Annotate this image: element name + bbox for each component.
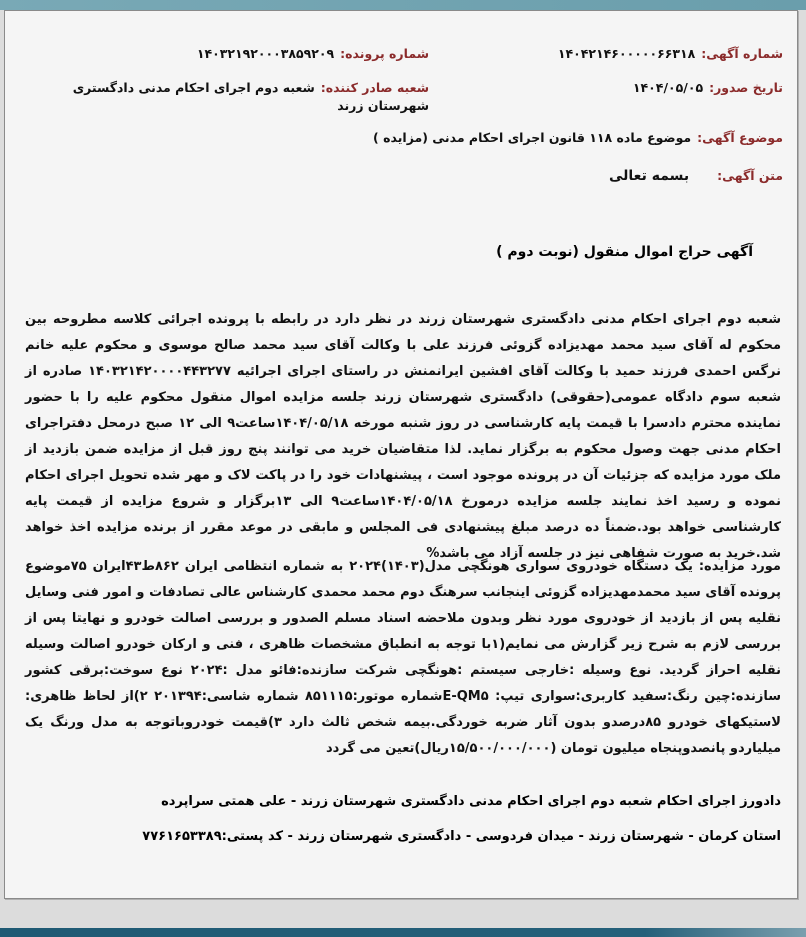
- ad-number-field: [445, 45, 783, 63]
- issue-date-field: [445, 79, 783, 97]
- text-label: متن آگهی:: [717, 168, 783, 183]
- issuer-value: شعبه دوم اجرای احکام مدنی دادگستری شهرستان زرند: [72, 80, 429, 113]
- subject-value: موضوع ماده ۱۱۸ قانون اجرای احکام مدنی (مزایده ): [373, 130, 692, 145]
- text-opening: بسمه تعالی: [609, 168, 690, 184]
- notice-paragraph-2: مورد مزایده: یک دستگاه خودروی سواری هونگچی مدل(۱۴۰۳)۲۰۲۴ به شماره انتظامی ایران ۸۶۲ط۴۳ایران ۷۵موضوع پرونده آقای سید محمدمهدیزاده گزوئی اینجانب سرهنگ دوم محمد محمدی کارشناس عالی تصادفات و امور فنی وسایل نقلیه پس از بازدید از خودروی مورد نظر وبدون ملاحضه اسناد مسلم الصدور و بررسی اصالت خودرو و نهایتا پس از بررسی لازم به شرح زیر گزارش می نمایم(۱با توجه به انطباق مشخصات ظاهری ، فنی و ارکان خودرو اصالت وسیله نقلیه احراز گردید. نوع وسیله :خارجی سیستم :هونگچی شرکت سازنده:فائو مدل :۲۰۲۴ نوع سوخت:برقی کشور سازنده:چین رنگ:سفید کاربری:سواری تیپ: E-QM۵شماره موتور:۸۵۱۱۱۵ شماره شاسی:۲۰۱۳۹۴ ۲)از لحاظ ظاهری: لاستیکهای خودرو ۸۵درصدو بدون آثار ضربه خوردگی.بیمه شخص ثالث دارد ۳)قیمت خودروباتوجه به مدل ورنگ یک میلیاردو پانصدوپنجاه میلیون تومان (۱۵/۵۰۰/۰۰۰/۰۰۰ریال)تعین می گردد: [25, 559, 782, 756]
- case-number-value: ۱۴۰۳۲۱۹۲۰۰۰۳۸۵۹۲۰۹: [196, 46, 335, 61]
- taskbar: [0, 928, 806, 937]
- ad-number-value: ۱۴۰۴۲۱۴۶۰۰۰۰۰۶۶۳۱۸: [557, 46, 696, 61]
- issue-date-label: تاریخ صدور:: [709, 80, 783, 95]
- text-field: [25, 167, 783, 185]
- notice-panel: [4, 10, 798, 899]
- subject-field: [25, 129, 783, 147]
- window-title-bar: [0, 0, 806, 10]
- ad-number-label: شماره آگهی:: [701, 46, 783, 61]
- signature-line: دادورز اجرای احکام شعبه دوم اجرای احکام مدنی دادگستری شهرستان زرند - علی همتی سراپرده: [161, 794, 781, 809]
- subject-label: موضوع آگهی:: [697, 130, 783, 145]
- notice-heading: آگهی حراج اموال منقول (نوبت دوم ): [496, 244, 753, 260]
- notice-paragraph-1: شعبه دوم اجرای احکام مدنی دادگستری شهرستان زرند در نظر دارد در رابطه با پرونده اجرائی کلاسه مطروحه بین محکوم له آقای سید محمد مهدیزاده گزوئی فرزند علی با وکالت آقای سید محمد صالح موسوی و محکوم علیه خانم نرگس احمدی فرزند حمید با وکالت آقای افشین ایرانمنش در راستای اجرای اجرائیه ۱۴۰۳۲۱۴۲۰۰۰۰۴۴۳۲۷۷ صادره از شعبه سوم دادگاه عمومی(حقوقی) دادگستری شهرستان زرند جلسه مزایده اموال منقول محکوم علیه را با حضور نماینده محترم دادسرا با قیمت پایه کارشناسی در روز شنبه مورخه ۱۴۰۴/۰۵/۱۸ساعت۹ الی ۱۲ صبح درمحل دفتراجرای احکام مدنی جهت وصول محکوم به برگزار نماید. لذا متقاضیان خرید می توانند پنج روز قبل از مزایده ضمن بازدید از ملک مورد مزایده که جزئیات آن در پرونده موجود است ، پیشنهادات خود را در پاکت لاک و مهر شده تحویل اجرای احکام نموده و رسید اخذ نمایند جلسه مزایده درمورخ ۱۴۰۴/۰۵/۱۸ساعت۹ الی ۱۳برگزار و شروع مزایده از قیمت پایه کارشناسی خواهد بود.ضمناً ده درصد مبلغ پیشنهادی فی المجلس و مابقی در موعد مقرر از برنده مزایده اخذ خواهد شد.خرید به صورت شفاهی نیز در جلسه آزاد می باشد%: [25, 312, 781, 561]
- issuer-label: شعبه صادر کننده:: [320, 80, 429, 95]
- issuer-field: [19, 79, 429, 115]
- case-number-label: شماره پرونده:: [340, 46, 429, 61]
- case-number-field: [19, 45, 429, 63]
- address-line: استان کرمان - شهرستان زرند - میدان فردوسی - دادگستری شهرستان زرند - کد پستی:۷۷۶۱۶۵۳۳۸۹: [142, 829, 781, 844]
- issue-date-value: ۱۴۰۴/۰۵/۰۵: [632, 80, 704, 95]
